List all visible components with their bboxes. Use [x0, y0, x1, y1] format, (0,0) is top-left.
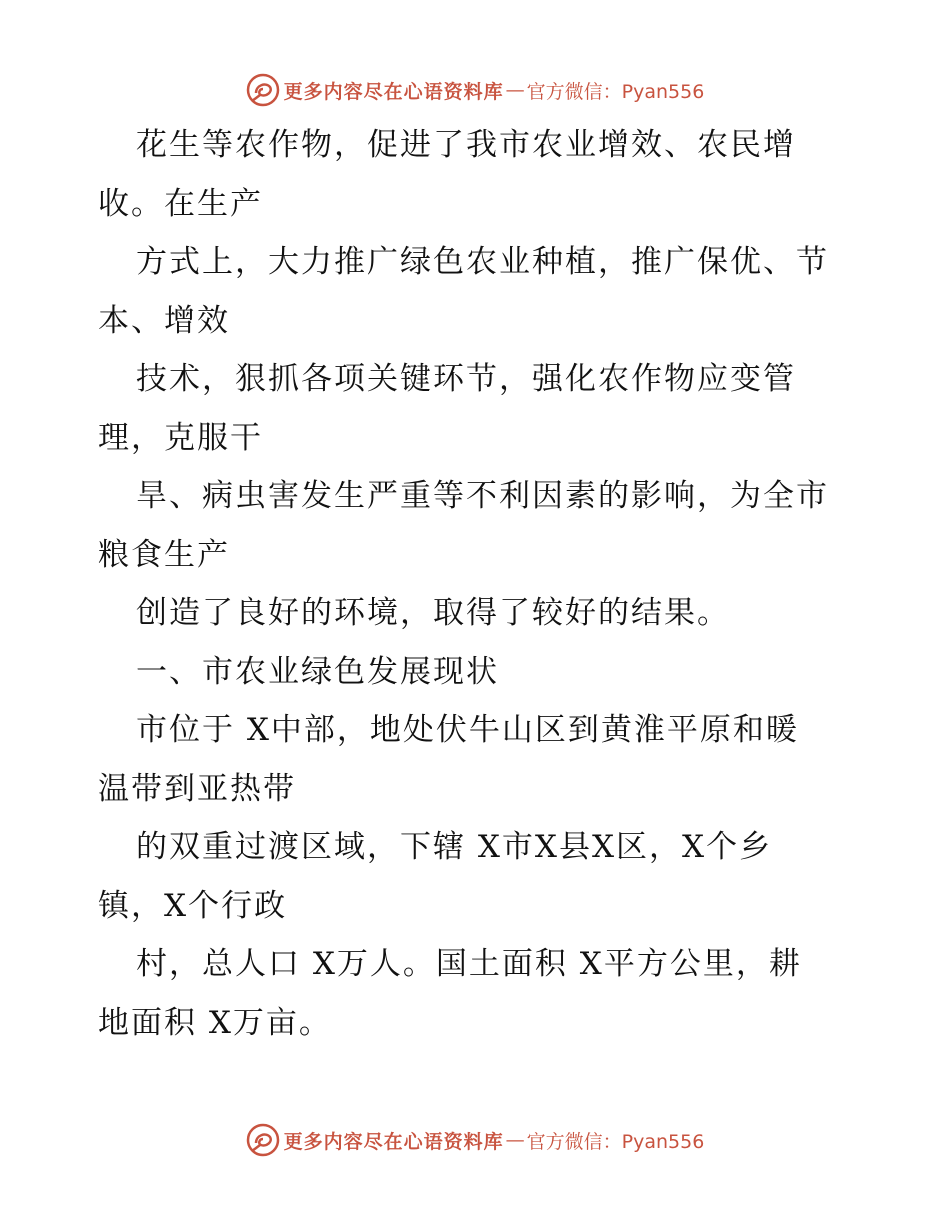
body-line: 市位于 X中部，地处伏牛山区到黄淮平原和暖: [136, 712, 799, 748]
watermark-official: 官方微信：Pyan556: [526, 1130, 705, 1153]
body-line: 旱、病虫害发生严重等不利因素的影响，为全市: [136, 478, 829, 514]
body-line: 创造了良好的环境，取得了较好的结果。: [136, 595, 730, 631]
body-line: 收。在生产: [98, 185, 263, 222]
document-body: [98, 116, 858, 1052]
body-line: 温带到亚热带: [98, 770, 296, 807]
body-line: 理，克服干: [98, 419, 263, 456]
watermark-brand: 更多内容尽在心语资料库: [283, 1130, 504, 1153]
rose-logo-icon: [246, 73, 280, 107]
body-line: 方式上，大力推广绿色农业种植，推广保优、节: [136, 244, 829, 280]
body-line: 的双重过渡区域，下辖 X市X县X区，X个乡: [136, 829, 773, 865]
body-line: 花生等农作物，促进了我市农业增效、农民增: [136, 127, 796, 163]
watermark-official: 官方微信：Pyan556: [526, 80, 705, 103]
watermark-separator: —: [505, 79, 525, 101]
section-heading: 一、市农业绿色发展现状: [136, 653, 499, 690]
header-watermark: [0, 70, 950, 110]
footer-watermark: [0, 1120, 950, 1160]
watermark-separator: —: [505, 1129, 525, 1151]
body-line: 技术，狠抓各项关键环节，强化农作物应变管: [136, 361, 796, 397]
body-line: 村，总人口 X万人。国土面积 X平方公里，耕: [136, 946, 802, 982]
body-line: 地面积 X万亩。: [98, 1004, 332, 1041]
body-line: 本、增效: [98, 302, 230, 339]
watermark-brand: 更多内容尽在心语资料库: [283, 80, 504, 103]
rose-logo-icon: [246, 1123, 280, 1157]
body-line: 镇，X个行政: [98, 887, 288, 924]
body-line: 粮食生产: [98, 536, 230, 573]
